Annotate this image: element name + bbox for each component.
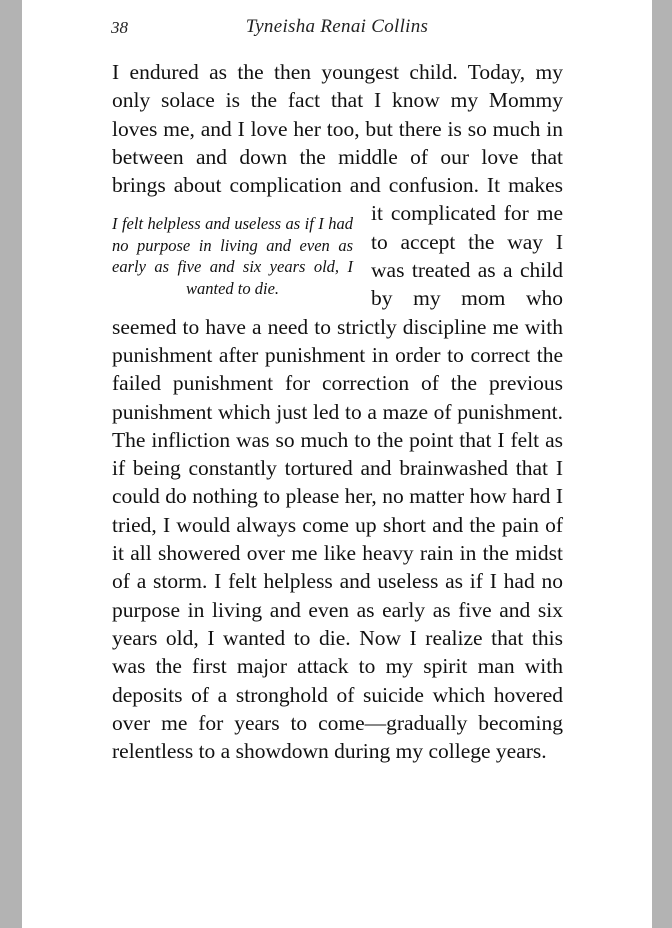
page-header xyxy=(22,16,652,42)
pull-quote: I felt helpless and useless as if I had no purpose in living and even as early as five and six years old, I wanted to die. xyxy=(112,214,353,298)
book-page xyxy=(22,0,652,928)
paragraph-before-quote: I endured as the then youngest child. Today, my only solace is the fact that I know my Mommy loves me, and I love her too, but there is so much in between and down the middle of our love that brings about complication and confusion. It xyxy=(112,60,563,198)
running-head-author: Tyneisha Renai Collins xyxy=(245,16,429,37)
paragraph-after-quote: makes it complicated for me to accept the way I was treated as a child by my mom who seemed to have a need to strictly discipline me with punishment after punishment in order to correct the failed punishment for correction of the previous punishment which just led to a maze of punishment. The infliction was so much to the point that I felt as if being constantly tortured and brainwashed that I could do nothing to please her, no matter how hard I tried, I would always come up short and the pain of it all showered over me like heavy rain in the midst of a storm. I felt helpless and useless as if I had no purpose in living and even as early as five and six years old, I wanted to die. Now I realize that this was the first major attack to my spirit man with deposits of a stronghold of suicide which hovered over me for years to come—gradually becoming relentless to a showdown during my college years. xyxy=(112,173,564,764)
page-number: 38 xyxy=(111,18,128,37)
body-text xyxy=(112,58,563,765)
